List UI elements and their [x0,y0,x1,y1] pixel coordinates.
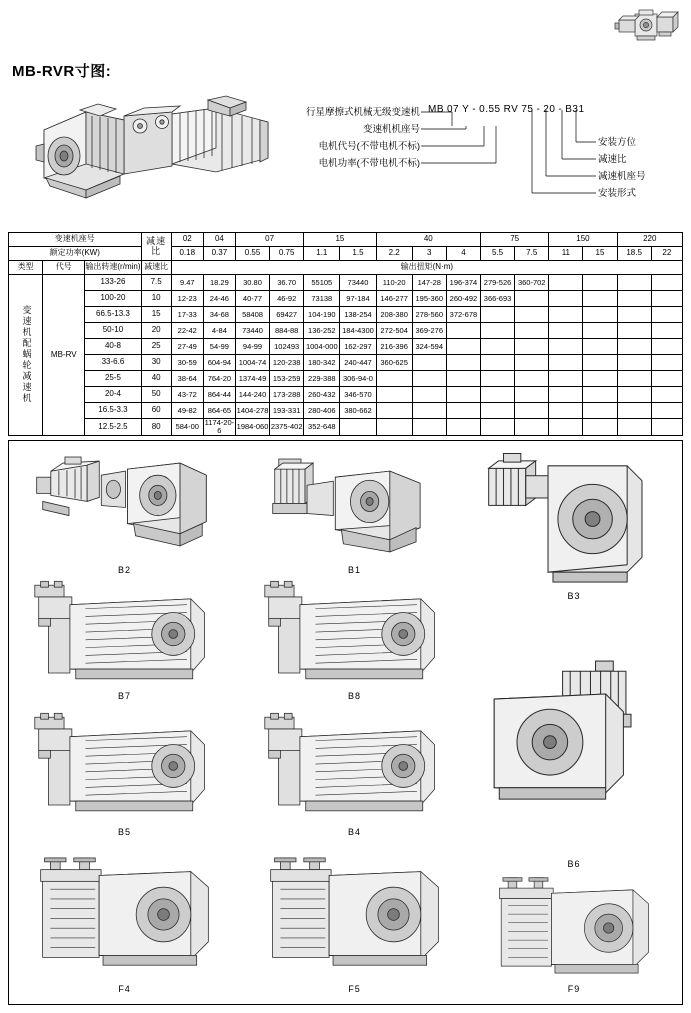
code-part-0: MB [428,104,444,115]
row-torque-10 [515,339,549,355]
row-torque-5: 162-297 [340,339,376,355]
mounting-f5 [257,849,452,994]
code-part-2: Y [462,104,470,115]
row-torque-10: 360-702 [515,275,549,291]
row-speed: 25-5 [85,371,141,387]
row-torque-7 [412,371,446,387]
row-torque-2: 40-77 [235,291,269,307]
row-torque-7 [412,403,446,419]
mounting-b1-label: B1 [347,565,361,575]
row-ratio: 15 [141,307,171,323]
row-torque-6 [376,371,412,387]
row-torque-10 [515,307,549,323]
table-row [9,339,683,355]
header-power-14: 22 [651,247,682,261]
row-torque-11 [549,323,583,339]
header-frame-220: 220 [617,233,682,247]
row-torque-8 [446,339,480,355]
row-torque-6: 216-396 [376,339,412,355]
row-torque-0: 584-00 [171,419,203,436]
row-torque-11 [549,339,583,355]
row-torque-10 [515,323,549,339]
mounting-f4-label: F4 [118,984,131,994]
row-torque-8: 372-678 [446,307,480,323]
row-torque-0: 38-64 [171,371,203,387]
row-speed: 50-10 [85,323,141,339]
row-torque-1: 34-68 [203,307,235,323]
table-header-torque-row [9,261,683,275]
mounting-b5 [27,707,222,837]
row-torque-11 [549,371,583,387]
row-torque-6: 272-504 [376,323,412,339]
row-torque-1: 864-44 [203,387,235,403]
row-ratio: 25 [141,339,171,355]
mounting-b8 [257,579,452,701]
designation-block [280,84,680,214]
row-torque-10 [515,403,549,419]
row-torque-10 [515,291,549,307]
header-power-7: 3 [412,247,446,261]
mounting-b3-drawing [479,451,669,587]
row-torque-8: 196-374 [446,275,480,291]
page-title: MB-RVR寸图: [12,63,112,80]
mounting-f4-drawing [27,849,222,980]
header-frame-75: 75 [481,233,549,247]
row-torque-5: 73440 [340,275,376,291]
row-speed: 100-20 [85,291,141,307]
mounting-arrangements-panel [8,440,683,1005]
row-torque-13 [617,339,651,355]
header-ratio-label: 减速比 [141,233,171,261]
code-part-7: - [536,104,541,115]
mounting-b3 [479,451,669,601]
row-torque-0: 30-59 [171,355,203,371]
row-torque-14 [651,419,682,436]
table-row [9,371,683,387]
designation-code [428,104,588,115]
row-torque-2: 58408 [235,307,269,323]
row-torque-9 [481,387,515,403]
row-torque-12 [583,371,617,387]
desig-left-label-1: 变速机机座号 [362,124,420,135]
row-torque-13 [617,307,651,323]
row-torque-4: 352-648 [304,419,340,436]
designation-left-labels [280,104,420,172]
header-power-label: 额定功率(KW) [9,247,142,261]
header-power-11: 11 [549,247,583,261]
row-torque-3: 884-88 [270,323,304,339]
row-torque-11 [549,387,583,403]
row-torque-14 [651,339,682,355]
mounting-b8-label: B8 [347,691,361,701]
row-torque-5: 240-447 [340,355,376,371]
mounting-b1 [257,455,452,575]
header-code-label: 代号 [43,261,85,275]
row-torque-9 [481,307,515,323]
row-torque-8 [446,387,480,403]
row-torque-2: 1374-49 [235,371,269,387]
row-speed: 16.5-3.3 [85,403,141,419]
row-torque-11 [549,355,583,371]
row-torque-4: 73138 [304,291,340,307]
mounting-f9 [479,876,669,994]
desig-right-label-2: 减速机座号 [598,171,646,182]
row-torque-4: 229-388 [304,371,340,387]
row-speed: 40-8 [85,339,141,355]
row-torque-9: 366-693 [481,291,515,307]
row-torque-5: 138-254 [340,307,376,323]
mounting-b5-label: B5 [117,827,131,837]
row-torque-9 [481,371,515,387]
table-row [9,275,683,291]
row-torque-0: 22-42 [171,323,203,339]
desig-left-label-0: 行星摩擦式机械无级变速机 [305,107,420,118]
gearbox-thumbnail [609,4,683,50]
row-torque-2: 73440 [235,323,269,339]
row-torque-8 [446,403,480,419]
header-power-8: 4 [446,247,480,261]
row-speed: 33-6.6 [85,355,141,371]
header-power-1: 0.37 [203,247,235,261]
row-torque-11 [549,275,583,291]
row-torque-1: 604-94 [203,355,235,371]
row-torque-1: 764-20 [203,371,235,387]
specification-table [8,232,683,436]
row-torque-2: 144-240 [235,387,269,403]
row-torque-8: 260-492 [446,291,480,307]
header-frame-07: 07 [235,233,303,247]
mounting-b5-drawing [27,707,222,823]
row-torque-9 [481,403,515,419]
table-row [9,419,683,436]
row-torque-3: 36.70 [270,275,304,291]
row-torque-14 [651,323,682,339]
row-torque-2: 30.80 [235,275,269,291]
row-torque-1: 864-65 [203,403,235,419]
row-torque-13 [617,387,651,403]
row-torque-6: 208-380 [376,307,412,323]
row-torque-7 [412,419,446,436]
row-torque-3: 46-92 [270,291,304,307]
row-torque-2: 1004-74 [235,355,269,371]
row-torque-7: 195-360 [412,291,446,307]
row-torque-5 [340,419,376,436]
row-torque-11 [549,307,583,323]
row-torque-14 [651,275,682,291]
mounting-f5-label: F5 [348,984,361,994]
row-torque-13 [617,419,651,436]
code-part-5: RV [503,104,519,115]
row-torque-3: 193-331 [270,403,304,419]
row-torque-7: 369-276 [412,323,446,339]
row-torque-6: 360-625 [376,355,412,371]
header-power-9: 5.5 [481,247,515,261]
header-power-6: 2.2 [376,247,412,261]
row-ratio: 60 [141,403,171,419]
row-torque-8 [446,323,480,339]
product-drawing [20,86,270,212]
row-torque-3: 2375-402 [270,419,304,436]
row-torque-9 [481,339,515,355]
row-torque-8 [446,371,480,387]
row-torque-4: 280-406 [304,403,340,419]
mounting-b6 [479,609,669,869]
header-frame-label: 变速机座号 [9,233,142,247]
table-row [9,387,683,403]
row-torque-0: 43-72 [171,387,203,403]
table-header-power-row [9,247,683,261]
header-power-12: 15 [583,247,617,261]
mounting-b7-label: B7 [117,691,131,701]
row-torque-1: 24-46 [203,291,235,307]
row-ratio: 40 [141,371,171,387]
mounting-b6-drawing [479,609,669,855]
row-torque-9 [481,355,515,371]
header-frame-02: 02 [171,233,203,247]
mounting-b2-label: B2 [117,565,131,575]
row-torque-7 [412,355,446,371]
row-torque-8 [446,355,480,371]
row-torque-4: 136-252 [304,323,340,339]
row-torque-5: 380-662 [340,403,376,419]
row-torque-4: 55105 [304,275,340,291]
header-frame-40: 40 [376,233,480,247]
row-torque-4: 1004-000 [304,339,340,355]
desig-right-label-1: 减速比 [598,154,627,165]
header-power-5: 1.5 [340,247,376,261]
mounting-b4 [257,707,452,837]
mounting-f9-drawing [479,876,669,980]
row-torque-14 [651,403,682,419]
row-torque-4: 104-190 [304,307,340,323]
row-torque-4: 260-432 [304,387,340,403]
code-part-6: 75 [521,104,534,115]
desig-right-label-3: 安装形式 [598,188,637,199]
row-torque-14 [651,355,682,371]
row-torque-7: 278-560 [412,307,446,323]
code-part-8: 20 [543,104,556,115]
row-torque-2: 1404-278 [235,403,269,419]
row-torque-7: 324-594 [412,339,446,355]
top-area [10,84,681,214]
row-torque-6: 110-20 [376,275,412,291]
mounting-b8-drawing [257,579,452,687]
header-torque-label: 输出扭矩(N·m) [171,261,682,275]
row-torque-11 [549,403,583,419]
mounting-b6-label: B6 [567,859,581,869]
desig-left-label-2: 电机代号(不带电机不标) [318,141,420,152]
header-type-label: 类型 [9,261,43,275]
header-power-3: 0.75 [270,247,304,261]
row-ratio: 7.5 [141,275,171,291]
row-torque-3: 173-288 [270,387,304,403]
mounting-f5-drawing [257,849,452,980]
row-ratio: 50 [141,387,171,403]
row-torque-13 [617,403,651,419]
row-torque-11 [549,291,583,307]
mounting-b3-label: B3 [567,591,581,601]
row-torque-2: 94-99 [235,339,269,355]
mounting-b4-drawing [257,707,452,823]
row-torque-3: 120-238 [270,355,304,371]
row-torque-10 [515,387,549,403]
row-torque-12 [583,307,617,323]
header-power-4: 1.1 [304,247,340,261]
row-torque-6: 146-277 [376,291,412,307]
row-torque-13 [617,275,651,291]
row-torque-12 [583,387,617,403]
row-torque-5: 346-570 [340,387,376,403]
row-speed: 20-4 [85,387,141,403]
row-torque-12 [583,323,617,339]
row-torque-11 [549,419,583,436]
row-torque-5: 184-4300 [340,323,376,339]
row-torque-12 [583,355,617,371]
header-power-2: 0.55 [235,247,269,261]
mounting-b2 [27,455,222,575]
row-torque-7: 147-28 [412,275,446,291]
row-torque-0: 49-82 [171,403,203,419]
header-power-13: 18.5 [617,247,651,261]
header-speed-label: 输出转速(r/min) [85,261,141,275]
row-torque-13 [617,355,651,371]
code-part-3: - [472,104,477,115]
row-ratio: 80 [141,419,171,436]
mounting-b7-drawing [27,579,222,687]
header-power-10: 7.5 [515,247,549,261]
code-part-10: B31 [565,104,585,115]
row-torque-14 [651,291,682,307]
mounting-b2-drawing [27,455,222,561]
code-part-1: 07 [447,104,460,115]
code-part-4: 0.55 [479,104,501,115]
code-part-9: - [558,104,563,115]
row-torque-7 [412,387,446,403]
row-torque-3: 102493 [270,339,304,355]
row-torque-13 [617,323,651,339]
row-torque-6 [376,403,412,419]
row-torque-3: 69427 [270,307,304,323]
header-frame-04: 04 [203,233,235,247]
row-torque-10 [515,419,549,436]
table-row [9,403,683,419]
row-ratio: 20 [141,323,171,339]
row-speed: 133-26 [85,275,141,291]
row-type-label: 变速机配蜗轮减速机 [9,275,43,436]
row-torque-0: 27-49 [171,339,203,355]
row-torque-12 [583,403,617,419]
table-row [9,291,683,307]
row-torque-5: 97-184 [340,291,376,307]
row-torque-12 [583,291,617,307]
specification-table-wrap [8,232,683,436]
mounting-f4 [27,849,222,994]
row-torque-4: 180-342 [304,355,340,371]
row-torque-9: 279-526 [481,275,515,291]
row-torque-12 [583,275,617,291]
row-torque-0: 9.47 [171,275,203,291]
row-torque-3: 153-259 [270,371,304,387]
row-speed: 66.5-13.3 [85,307,141,323]
row-torque-5: 306-94-0 [340,371,376,387]
designation-right-labels [598,134,682,202]
mounting-f9-label: F9 [567,984,581,994]
row-torque-12 [583,339,617,355]
header-power-0: 0.18 [171,247,203,261]
row-torque-1: 18.29 [203,275,235,291]
row-torque-12 [583,419,617,436]
mounting-b1-drawing [257,455,452,561]
row-series-name: MB-RV [43,275,85,436]
table-row [9,355,683,371]
mounting-b7 [27,579,222,701]
row-torque-9 [481,323,515,339]
row-torque-13 [617,291,651,307]
row-torque-0: 12-23 [171,291,203,307]
row-torque-9 [481,419,515,436]
header-frame-150: 150 [549,233,617,247]
row-torque-13 [617,371,651,387]
row-ratio: 10 [141,291,171,307]
row-torque-10 [515,355,549,371]
row-ratio: 30 [141,355,171,371]
table-row [9,307,683,323]
row-torque-14 [651,371,682,387]
row-torque-6 [376,387,412,403]
row-torque-14 [651,307,682,323]
row-torque-6 [376,419,412,436]
row-torque-2: 1984-060 [235,419,269,436]
table-header-frame-row [9,233,683,247]
row-torque-8 [446,419,480,436]
desig-left-label-3: 电机功率(不带电机不标) [318,158,420,169]
row-speed: 12.5-2.5 [85,419,141,436]
row-torque-1: 4-84 [203,323,235,339]
header-frame-15: 15 [304,233,376,247]
row-torque-1: 1174-20-6 [204,418,235,435]
table-row [9,323,683,339]
mounting-b4-label: B4 [347,827,361,837]
row-torque-1: 54-99 [203,339,235,355]
row-torque-14 [651,387,682,403]
desig-right-label-0: 安装方位 [598,137,637,148]
header-ratio-label-2: 减速比 [141,261,171,275]
row-torque-10 [515,371,549,387]
row-torque-0: 17-33 [171,307,203,323]
